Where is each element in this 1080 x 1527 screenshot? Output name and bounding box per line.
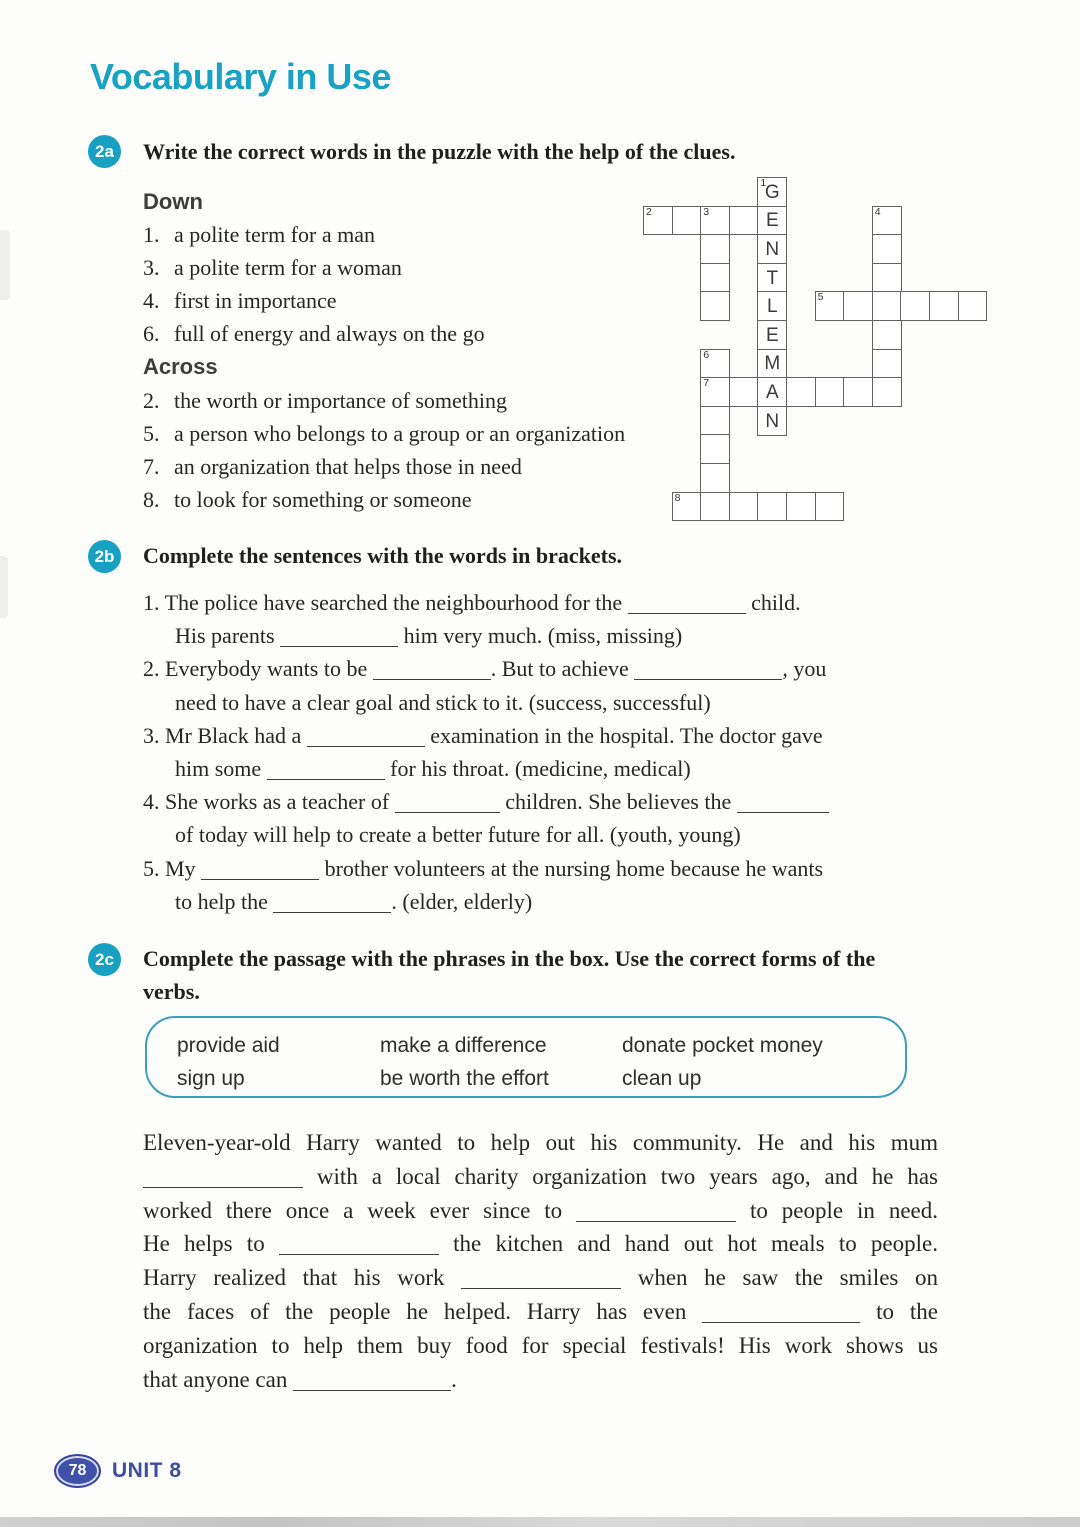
crossword-cell (672, 206, 702, 236)
crossword-cell (672, 492, 702, 522)
exercise-2b-instruction: Complete the sentences with the words in brackets. (143, 543, 623, 568)
sentence-line: 4. She works as a teacher of children. She believes the (143, 785, 905, 818)
crossword-cell (958, 291, 988, 321)
crossword-clue-number: 5 (817, 291, 824, 304)
clue-text: a polite term for a man (174, 222, 375, 248)
crossword-cell (872, 349, 902, 379)
answer-blank (280, 630, 398, 647)
crossword-letter: G (764, 181, 780, 203)
crossword-cell (929, 291, 959, 321)
crossword-cell-letter (757, 377, 787, 407)
exercise-2c-badge: 2c (88, 943, 121, 976)
clue-number: 6. (143, 321, 160, 347)
phrase-box (145, 1016, 907, 1098)
clue-text: first in importance (174, 288, 337, 314)
phrase-item: clean up (622, 1067, 702, 1090)
clue-line-across-2 (143, 384, 625, 417)
clue-number: 8. (143, 486, 160, 512)
answer-blank (395, 796, 500, 813)
crossword-letter: M (764, 353, 781, 375)
answer-blank (293, 1374, 451, 1391)
exercise-2a-instruction: Write the correct words in the puzzle with the help of the clues. (143, 139, 736, 164)
crossword-clue-number: 8 (674, 491, 681, 504)
crossword-cell-letter (757, 177, 787, 207)
crossword-letter: A (765, 382, 779, 404)
sentence-line: him some for his throat. (medicine, medical) (175, 755, 691, 781)
crossword-letter: N (765, 239, 780, 261)
exercise-2b-badge: 2b (88, 540, 121, 573)
answer-blank (279, 1238, 439, 1255)
passage-line: He helps to the kitchen and hand out hot meals to people. (143, 1231, 938, 1257)
answer-blank (628, 597, 746, 614)
crossword-cell (700, 234, 730, 264)
clue-line-across-8 (143, 483, 625, 516)
clue-number: 3. (143, 255, 160, 281)
clue-line-down-4 (143, 284, 625, 317)
answer-blank (143, 1171, 303, 1188)
passage-line: Eleven-year-old Harry wanted to help out his community. He and his mum (143, 1130, 938, 1155)
answer-blank (373, 663, 491, 680)
clue-line-down-6 (143, 317, 625, 350)
clue-line-across-7 (143, 450, 625, 483)
crossword-cell (872, 263, 902, 293)
phrase-item: be worth the effort (380, 1067, 549, 1090)
clue-number: 7. (143, 453, 160, 479)
crossword-cell (729, 206, 759, 236)
crossword-letter: E (765, 324, 779, 346)
phrase-item: provide aid (177, 1034, 280, 1057)
clue-text: a polite term for a woman (174, 255, 402, 281)
passage-line: worked there once a week ever since to to people in need. (143, 1197, 938, 1223)
answer-blank (461, 1272, 621, 1289)
crossword-clue-number: 7 (703, 377, 710, 390)
crossword-cell-letter (757, 206, 787, 236)
exercise-2c-instruction-line-1: Complete the passage with the phrases in the box. Use the correct forms of the (143, 946, 876, 971)
crossword-cell (872, 377, 902, 407)
sentence-line: 2. Everybody wants to be . But to achieve , you (143, 656, 827, 682)
phrase-item: donate pocket money (622, 1034, 823, 1057)
sentence-line: 5. My brother volunteers at the nursing home because he wants (143, 855, 824, 881)
crossword-cell (700, 263, 730, 293)
exercise-2a-badge: 2a (88, 135, 121, 168)
crossword-cell (786, 492, 816, 522)
crossword-cell (700, 349, 730, 379)
crossword-cell (729, 492, 759, 522)
crossword-cell (900, 291, 930, 321)
crossword-cell (729, 377, 759, 407)
passage-line: organization to help them buy food for special festivals! His work shows us (143, 1332, 938, 1358)
clue-list (143, 185, 625, 516)
crossword-cell (872, 206, 902, 236)
clue-number: 1. (143, 222, 160, 248)
clue-text: the worth or importance of something (174, 387, 507, 413)
crossword-cell-letter (757, 263, 787, 293)
sentence-line: to help the . (elder, elderly) (175, 888, 533, 914)
crossword-clue-number: 6 (703, 348, 710, 361)
exercise-2c-instruction-line-2: verbs. (143, 979, 200, 1004)
clue-line-down-3 (143, 251, 625, 284)
crossword-letter: T (766, 267, 779, 289)
crossword-cell (700, 291, 730, 321)
crossword-cell (843, 377, 873, 407)
down-header: Down (143, 189, 203, 214)
answer-blank (273, 896, 391, 913)
crossword-cell (643, 206, 673, 236)
crossword-cell-letter (757, 234, 787, 264)
clue-line-down-1 (143, 218, 625, 251)
answer-blank (634, 663, 782, 680)
crossword-clue-number: 1 (760, 177, 767, 189)
crossword-cell (872, 320, 902, 350)
clue-text: full of energy and always on the go (174, 321, 485, 347)
clue-number: 5. (143, 420, 160, 446)
clue-text: to look for something or someone (174, 486, 472, 512)
crossword-letter: L (767, 296, 778, 318)
answer-blank (307, 730, 425, 747)
phrase-item: sign up (177, 1067, 245, 1090)
answer-blank (576, 1205, 736, 1222)
unit-label: UNIT 8 (112, 1459, 182, 1482)
crossword-cell (815, 377, 845, 407)
clue-text: an organization that helps those in need (174, 453, 522, 479)
crossword-letter: E (765, 210, 779, 232)
clue-number: 4. (143, 288, 160, 314)
sentence-line: His parents him very much. (miss, missing) (175, 623, 683, 649)
sentence-line: 3. Mr Black had a examination in the hospital. The doctor gave (143, 722, 823, 748)
crossword-cell (700, 206, 730, 236)
crossword-clue-number: 2 (646, 205, 652, 218)
crossword-clue-number: 4 (874, 205, 881, 218)
sentence-line: 1. The police have searched the neighbourhood for the child. (143, 590, 801, 615)
scan-artifact (0, 230, 10, 300)
answer-blank (201, 863, 319, 880)
crossword-cell (872, 234, 902, 264)
crossword-clue-number: 3 (703, 205, 710, 218)
sentence-line: need to have a clear goal and stick to it. (success, successful) (175, 689, 711, 715)
crossword-cell (700, 434, 730, 464)
answer-blank (267, 763, 385, 780)
clue-number: 2. (143, 387, 160, 413)
crossword-cell-letter (757, 291, 787, 321)
crossword-cell (815, 492, 845, 522)
page-number: 78 (68, 1462, 87, 1479)
page-title: Vocabulary in Use (90, 56, 391, 97)
crossword-cell (700, 377, 730, 407)
passage-line: the faces of the people he helped. Harry has even to the (143, 1298, 938, 1324)
clue-text: a person who belongs to a group or an organization (174, 420, 626, 446)
clue-line-across-5 (143, 417, 625, 450)
crossword-grid (643, 177, 989, 523)
crossword-letter: N (765, 410, 780, 432)
sentence-list (143, 586, 905, 918)
crossword-cell (815, 291, 845, 321)
across-header: Across (143, 354, 218, 380)
crossword-cell (700, 406, 730, 436)
crossword-cell (872, 291, 902, 321)
crossword-cell (843, 291, 873, 321)
phrase-item: make a difference (380, 1034, 547, 1057)
crossword-cell-letter (757, 320, 787, 350)
page-number-badge (54, 1454, 101, 1488)
answer-blank (737, 796, 829, 813)
crossword-cell (700, 463, 730, 493)
crossword-cell (757, 492, 787, 522)
sentence-line: of today will help to create a better future for all. (youth, young) (175, 822, 741, 848)
answer-blank (702, 1306, 860, 1323)
crossword-cell (786, 377, 816, 407)
passage-line: that anyone can . (143, 1366, 457, 1392)
crossword-cell-letter (757, 349, 787, 379)
passage-line: with a local charity organization two years ago, and he has (143, 1160, 938, 1194)
passage (143, 1126, 938, 1396)
scan-artifact-bottom-edge (0, 1517, 1080, 1527)
passage-line: Harry realized that his work when he saw the smiles on (143, 1265, 938, 1291)
crossword-cell (700, 492, 730, 522)
crossword-cell-letter (757, 406, 787, 436)
scan-artifact (0, 556, 8, 618)
